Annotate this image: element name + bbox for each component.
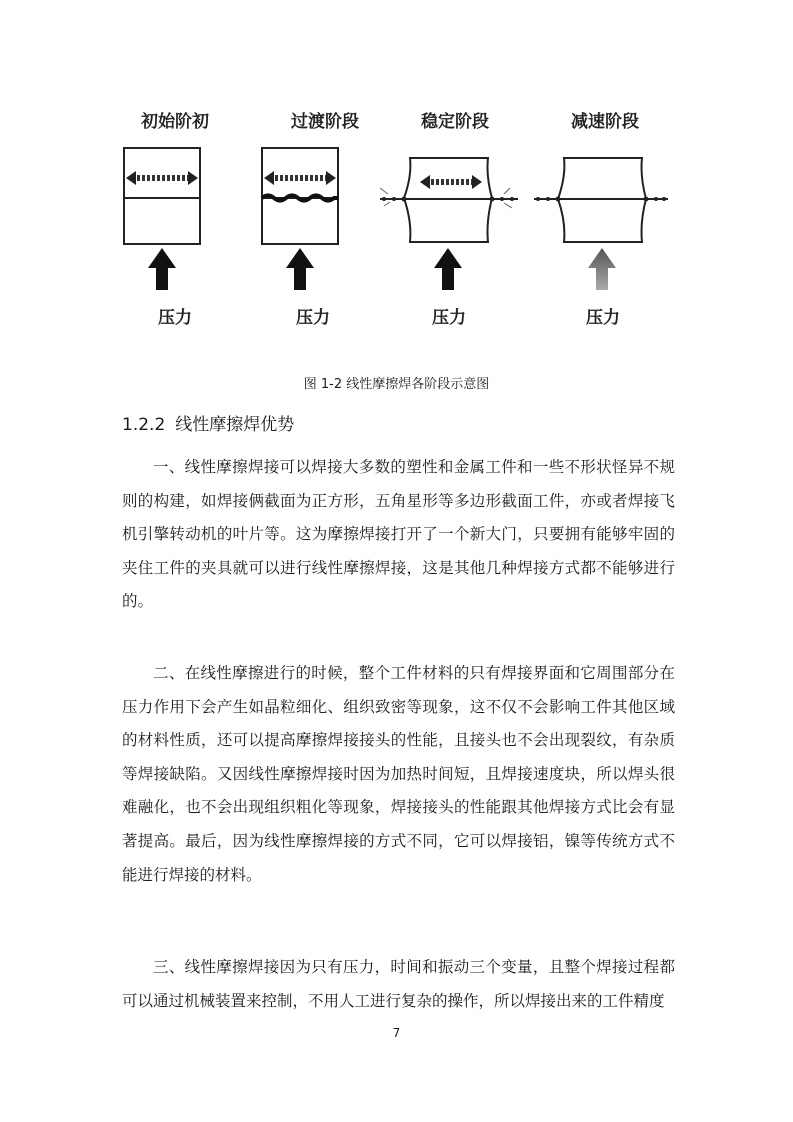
stage-diagram: [380, 140, 530, 300]
pressure-label: 压力: [158, 308, 192, 328]
pressure-label: 压力: [432, 308, 466, 328]
section-number: 1.2.2: [122, 415, 166, 435]
stage-diagram: [100, 140, 250, 300]
paragraph-3: 三、线性摩擦焊接因为只有压力，时间和振动三个变量，且整个焊接过程都可以通过机械装置来控制，不用人工进行复杂的操作，所以焊接出来的工件精度: [122, 958, 675, 1010]
paragraph-2: 二、在线性摩擦进行的时候，整个工件材料的只有焊接界面和它周围部分在压力作用下会产生如晶粒细化、组织致密等现象，这不仅不会影响工件其他区域的材料性质，还可以提高摩擦焊接接头的性能，且接头也不会出现裂纹，有杂质等焊接缺陷。又因线性摩擦焊接时因为加热时间短，且焊接速度块，所以焊头很难融化，也不会出现组织粗化等现象，焊接接头的性能跟其他焊接方式比会有显著提高。最后，因为线性摩擦焊接的方式不同，它可以焊接铝，镍等传统方式不能进行焊接的材料。: [122, 664, 675, 884]
page-number: 7: [392, 1026, 401, 1040]
paragraph-1: 一、线性摩擦焊接可以焊接大多数的塑性和金属工件和一些不形状怪异不规则的构建，如焊接俩截面为正方形，五角星形等多边形截面工件，亦或者焊接飞机引擎转动机的叶片等。这为摩擦焊接打开了一个新大门，只要拥有能够牢固的夹住工件的夹具就可以进行线性摩擦焊接，这是其他几种焊接方式都不能够进行的。: [122, 458, 675, 611]
friction-welding-stages-figure: [100, 95, 700, 345]
stage-diagram: [250, 140, 400, 300]
pressure-label: 压力: [296, 308, 330, 328]
pressure-label: 压力: [586, 308, 620, 328]
stage-initial: [100, 95, 250, 345]
figure-caption: 图 1-2 线性摩擦焊各阶段示意图: [303, 377, 490, 392]
stage-title: 稳定阶段: [421, 112, 489, 132]
stage-title: 过渡阶段: [291, 112, 359, 132]
stage-title: 初始阶初: [141, 112, 209, 132]
stage-deceleration: [530, 95, 680, 345]
section-title: 线性摩擦焊优势: [175, 415, 295, 435]
section-heading: [122, 410, 294, 435]
stage-stable: [380, 95, 530, 345]
stage-title: 减速阶段: [571, 112, 639, 132]
stage-diagram: [530, 140, 680, 300]
